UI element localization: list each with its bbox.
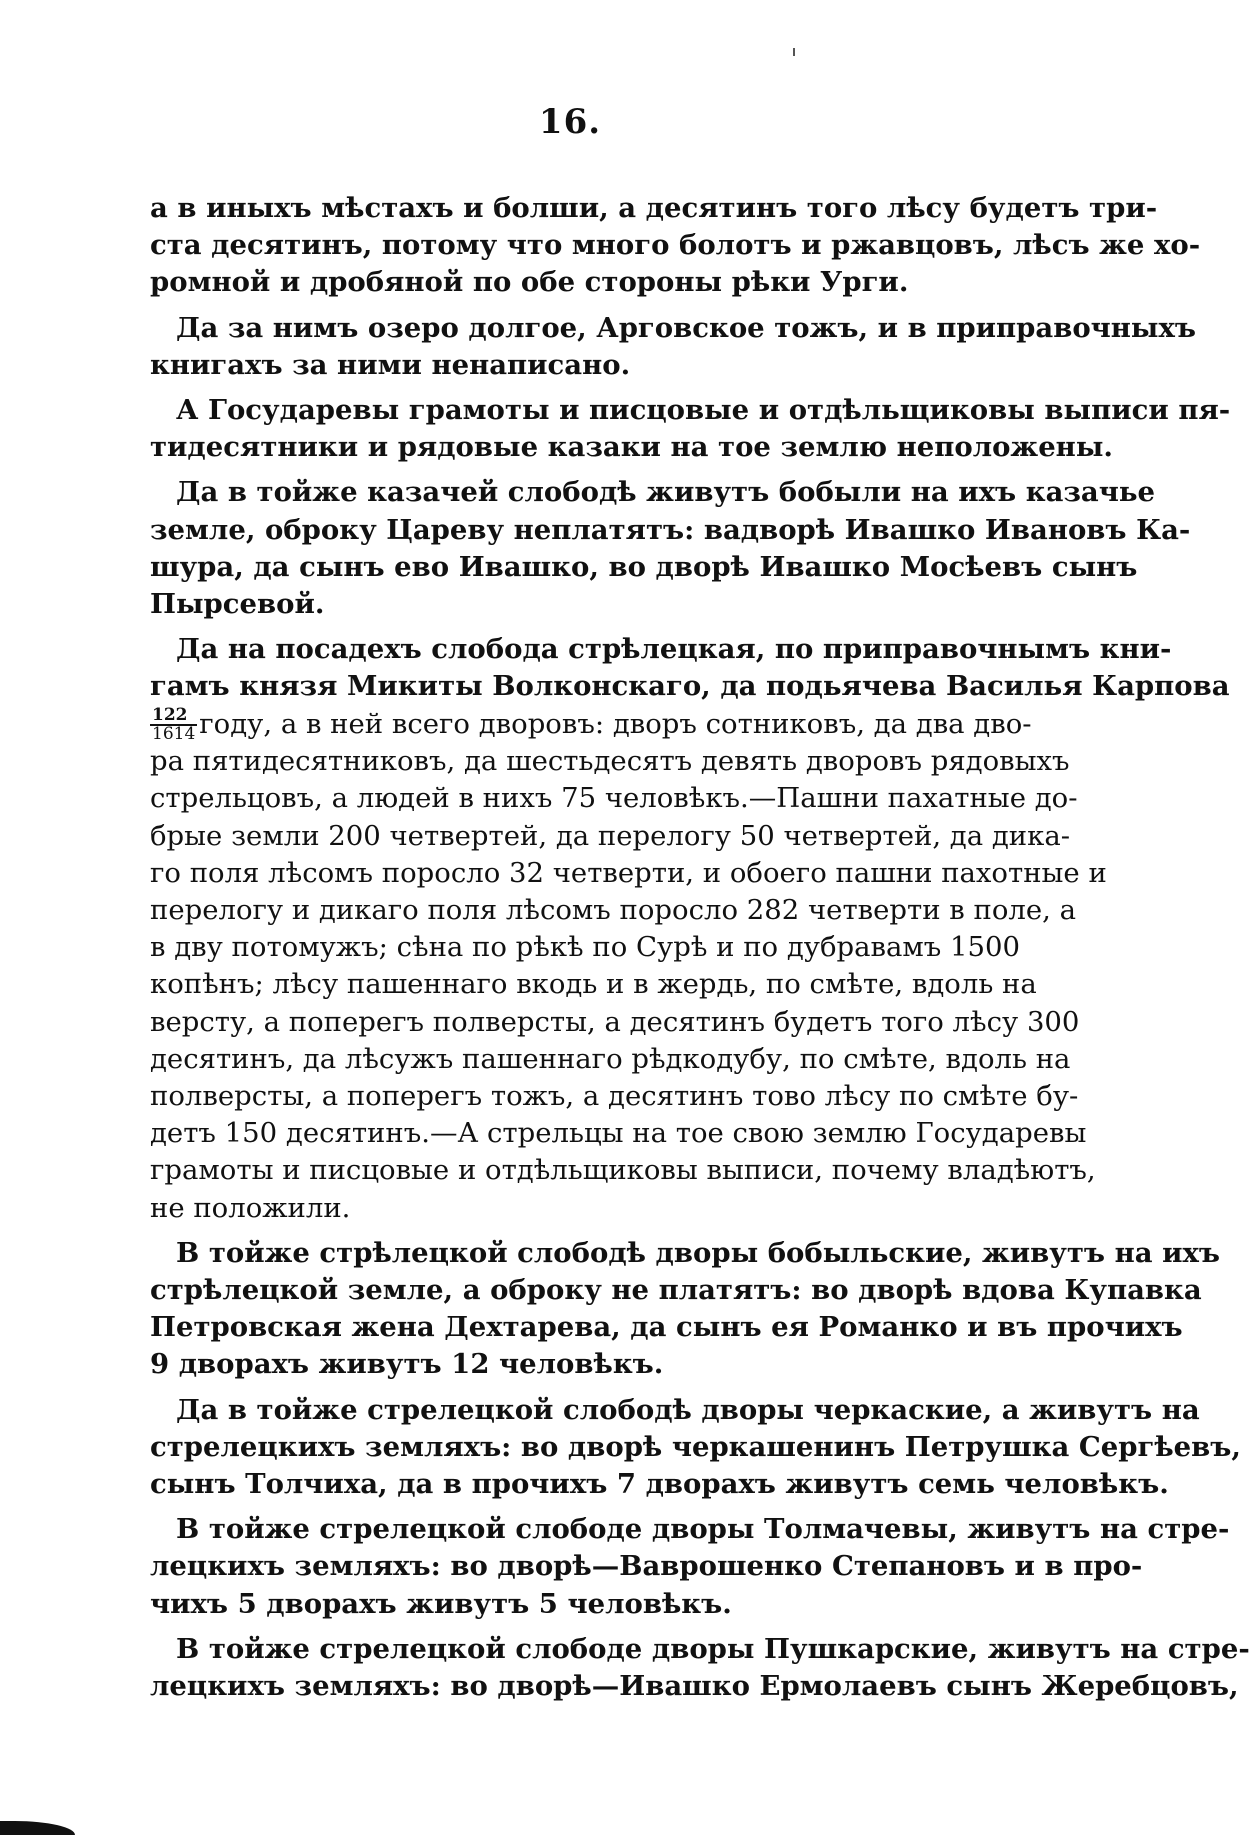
text-line: Да за нимъ озеро долгое, Арговское тожъ, и в приправочныхъ [176, 311, 1196, 344]
text-line: лецкихъ земляхъ: во дворѣ—Ивашко Ермолаевъ сынъ Жеребцовъ, [150, 1670, 1239, 1703]
text-line: ста десятинъ, потому что много болотъ и ржавцовъ, лѣсъ же хо- [150, 229, 1201, 262]
paragraph-9 [150, 1631, 1250, 1705]
text-line: перелогу и дикаго поля лѣсомъ поросло 282 четверти в поле, а [150, 893, 1077, 926]
text-line-with-fraction [150, 706, 1085, 744]
text-line: не положили. [150, 1191, 351, 1224]
text-line: книгахъ за ними ненаписано. [150, 348, 631, 381]
text-line: стрельцовъ, а людей в нихъ 75 человѣкъ.—Пашни пахатные до- [150, 782, 1078, 815]
text-line: детъ 150 десятинъ.—А стрельцы на тое свою землю Государевы [150, 1117, 1087, 1150]
paragraph-7 [150, 1392, 1241, 1504]
paragraph-5 [150, 631, 1230, 1227]
text-line: брые земли 200 четвертей, да перелогу 50 четвертей, да дика- [150, 819, 1071, 852]
text-line: чихъ 5 дворахъ живутъ 5 человѣкъ. [150, 1587, 732, 1620]
text-line: Пырсевой. [150, 588, 325, 621]
text-line: земле, оброку Цареву неплатятъ: вадворѣ Ивашко Ивановъ Ка- [150, 513, 1191, 546]
text-line: А Государевы грамоты и писцовые и отдѣльщиковы выписи пя- [176, 394, 1231, 427]
paragraph-2 [150, 310, 1196, 384]
text-line: в дву потомужъ; сѣна по рѣкѣ по Сурѣ и по дубравамъ 1500 [150, 931, 1020, 964]
paragraph-8 [150, 1511, 1230, 1623]
text-line: а в иныхъ мѣстахъ и болши, а десятинъ того лѣсу будетъ три- [150, 192, 1158, 224]
text-line: лецкихъ земляхъ: во дворѣ—Ваврошенко Степановъ и в про- [150, 1550, 1143, 1583]
year-fraction [150, 707, 197, 743]
page-number: 16. [538, 102, 602, 142]
paragraph-1 [150, 190, 1201, 302]
text-line: Да на посадехъ слобода стрѣлецкая, по приправочнымъ кни- [176, 633, 1172, 666]
text-line: 9 дворахъ живутъ 12 человѣкъ. [150, 1348, 664, 1381]
text-line: шура, да сынъ ево Ивашко, во дворѣ Ивашко Мосѣевъ сынъ [150, 550, 1138, 583]
text-line: полверсты, а поперегъ тожъ, а десятинъ тово лѣсу по смѣте бу- [150, 1079, 1079, 1112]
paragraph-6 [150, 1235, 1220, 1384]
text-line: В тойже стрелецкой слободе дворы Толмачевы, живутъ на стре- [176, 1513, 1230, 1546]
text-line: тидесятники и рядовые казаки на тое землю неположены. [150, 431, 1113, 464]
text-line-rest: году, а в ней всего дворовъ: дворъ сотниковъ, да два дво- [199, 707, 1032, 740]
text-line: копѣнъ; лѣсу пашеннаго вкодь и в жердь, по смѣте, вдоль на [150, 968, 1037, 1001]
text-line: ромной и дробяной по обе стороны рѣки Урги. [150, 266, 909, 299]
text-line: грамоты и писцовые и отдѣльщиковы выписи, почему владѣютъ, [150, 1154, 1096, 1187]
text-line: гамъ князя Микиты Волконскаго, да подьячева Василья Карпова [150, 670, 1230, 703]
text-line: версту, а поперегъ полверсты, а десятинъ будетъ того лѣсу 300 [150, 1005, 1080, 1038]
scan-corner-mark [0, 1821, 75, 1835]
text-line: В тойже стрелецкой слободе дворы Пушкарские, живутъ на стре- [176, 1632, 1250, 1665]
text-line: Петровская жена Дехтарева, да сынъ ея Романко и въ прочихъ [150, 1311, 1183, 1344]
text-line: стрелецкихъ земляхъ: во дворѣ черкашенинъ Петрушка Сергѣевъ, [150, 1430, 1241, 1463]
fraction-denominator: 1614 [152, 724, 196, 745]
paragraph-4 [150, 474, 1191, 623]
fraction-numerator: 122 [150, 707, 197, 726]
scan-speck [793, 48, 795, 56]
text-line: Да в тойже казачей слободѣ живутъ бобыли на ихъ казачье [176, 476, 1156, 509]
paragraph-3 [150, 392, 1231, 466]
text-line: ра пятидесятниковъ, да шестьдесятъ девять дворовъ рядовыхъ [150, 745, 1070, 778]
text-line: В тойже стрѣлецкой слободѣ дворы бобыльские, живутъ на ихъ [176, 1236, 1220, 1269]
text-line: го поля лѣсомъ поросло 32 четверти, и обоего пашни пахотные и [150, 856, 1107, 889]
text-line: Да в тойже стрелецкой слободѣ дворы черкаские, а живутъ на [176, 1393, 1200, 1426]
body-text [150, 190, 1250, 1713]
text-line: десятинъ, да лѣсужъ пашеннаго рѣдкодубу, по смѣте, вдоль на [150, 1042, 1071, 1075]
text-line: стрѣлецкой земле, а оброку не платятъ: во дворѣ вдова Купавка [150, 1273, 1202, 1306]
text-line: сынъ Толчиха, да в прочихъ 7 дворахъ живутъ семь человѣкъ. [150, 1468, 1169, 1500]
